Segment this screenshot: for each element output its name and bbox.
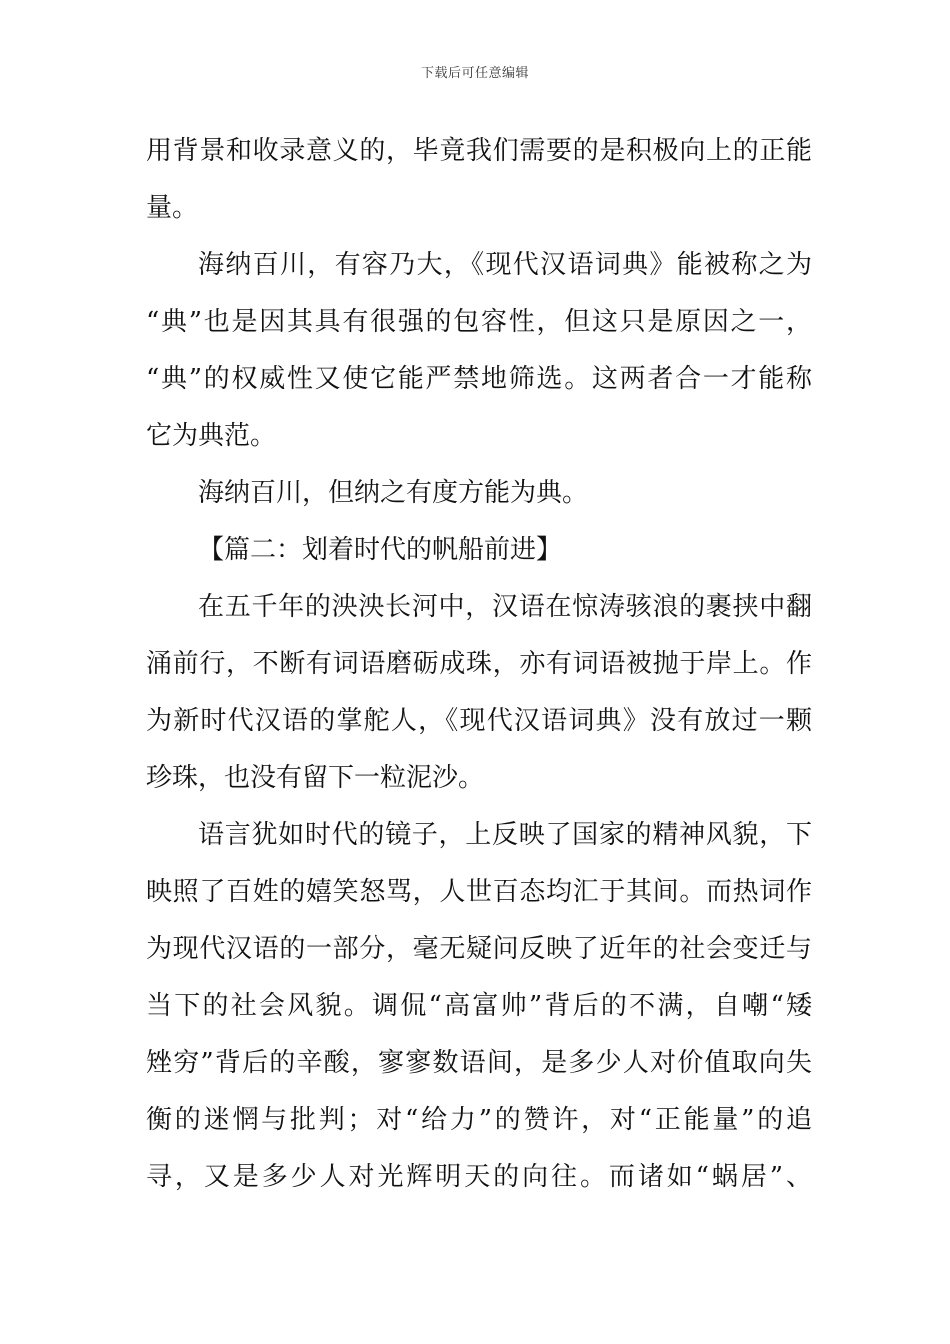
paragraph-line: 在五千年的泱泱长河中，汉语在惊涛骇浪的裹挟中翻 <box>198 592 812 622</box>
page-header: 下载后可任意编辑 <box>420 66 529 81</box>
paragraph-line: 当下的社会风貌。调侃“高富帅”背后的不满，自嘲“矮 <box>146 991 812 1021</box>
paragraph-line: 为现代汉语的一部分，毫无疑问反映了近年的社会变迁与 <box>146 934 812 964</box>
paragraph-line: 为新时代汉语的掌舵人，《现代汉语词典》没有放过一颗 <box>146 706 812 736</box>
paragraph-line: “典”也是因其具有很强的包容性，但这只是原因之一， <box>146 307 812 337</box>
paragraph-line: 用背景和收录意义的，毕竟我们需要的是积极向上的正能 <box>146 136 812 166</box>
paragraph-line: 海纳百川，但纳之有度方能为典。 <box>198 478 589 508</box>
paragraph-line: 量。 <box>146 193 199 223</box>
paragraph-line: 衡的迷惘与批判；对“给力”的赞许，对“正能量”的追 <box>146 1105 812 1135</box>
paragraph-line: 寻，又是多少人对光辉明天的向往。而诸如“蜗居”、 <box>146 1162 812 1192</box>
paragraph-line: 矬穷”背后的辛酸，寥寥数语间，是多少人对价值取向失 <box>146 1048 812 1078</box>
paragraph-line: 映照了百姓的嬉笑怒骂，人世百态均汇于其间。而热词作 <box>146 877 812 907</box>
section-heading: 【篇二：划着时代的帆船前进】 <box>198 535 563 565</box>
paragraph-line: 涌前行，不断有词语磨砺成珠，亦有词语被抛于岸上。作 <box>146 649 812 679</box>
paragraph-line: “典”的权威性又使它能严禁地筛选。这两者合一才能称 <box>146 364 812 394</box>
paragraph-line: 它为典范。 <box>146 421 277 451</box>
paragraph-line: 珍珠，也没有留下一粒泥沙。 <box>146 763 485 793</box>
paragraph-line: 语言犹如时代的镜子，上反映了国家的精神风貌，下 <box>198 820 812 850</box>
paragraph-line: 海纳百川，有容乃大，《现代汉语词典》能被称之为 <box>198 250 812 280</box>
